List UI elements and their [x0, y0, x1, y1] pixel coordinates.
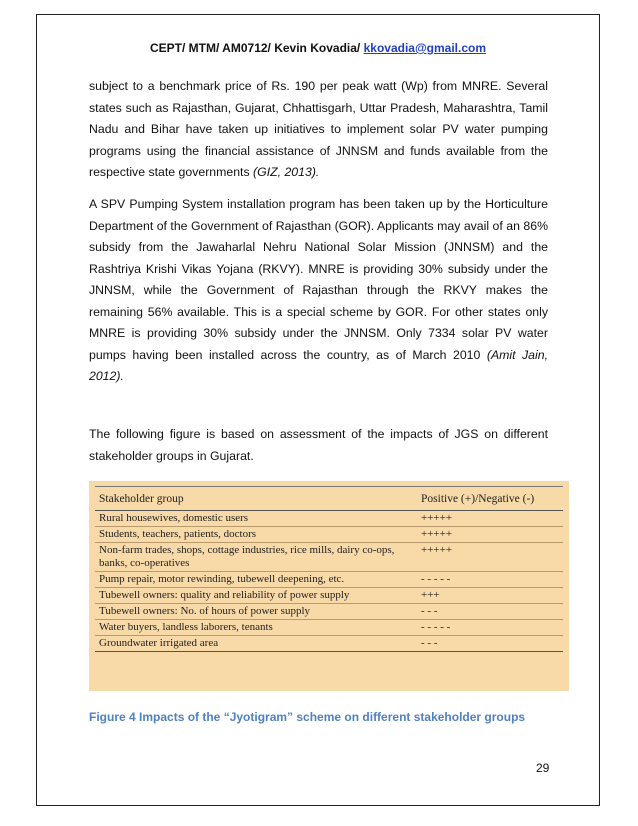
table-row	[95, 511, 563, 527]
stakeholder-cell: Tubewell owners: No. of hours of power supply	[95, 604, 417, 620]
impact-cell: - - -	[417, 636, 563, 652]
impact-cell: +++++	[417, 527, 563, 543]
impact-cell: - - - - -	[417, 620, 563, 636]
table-row	[95, 620, 563, 636]
table-row	[95, 572, 563, 588]
column-header-stakeholder: Stakeholder group	[95, 487, 417, 511]
table-row	[95, 527, 563, 543]
stakeholder-impact-table	[95, 486, 563, 652]
paragraph-2	[89, 194, 548, 388]
paragraph-1-citation: (GIZ, 2013).	[253, 165, 320, 179]
impact-cell: +++	[417, 588, 563, 604]
impact-cell: +++++	[417, 511, 563, 527]
impact-cell: - - -	[417, 604, 563, 620]
table-header-row	[95, 487, 563, 511]
table-row	[95, 543, 563, 572]
stakeholder-cell: Tubewell owners: quality and reliability of power supply	[95, 588, 417, 604]
stakeholder-cell: Pump repair, motor rewinding, tubewell deepening, etc.	[95, 572, 417, 588]
impact-cell: +++++	[417, 543, 563, 572]
stakeholder-cell: Water buyers, landless laborers, tenants	[95, 620, 417, 636]
paragraph-3-text: The following figure is based on assessment of the impacts of JGS on different stakeholder groups in Gujarat.	[89, 427, 548, 463]
paragraph-2-citation: (Amit Jain, 2012).	[89, 347, 548, 383]
table-row	[95, 604, 563, 620]
stakeholder-cell: Non-farm trades, shops, cottage industries, rice mills, dairy co-ops, banks, co-operatives	[95, 543, 417, 572]
paragraph-1	[89, 76, 548, 184]
table-row	[95, 588, 563, 604]
table-row	[95, 636, 563, 652]
header-text: CEPT/ MTM/ AM0712/ Kevin Kovadia/	[149, 41, 361, 55]
figure-caption: Figure 4 Impacts of the “Jyotigram” scheme on different stakeholder groups	[89, 710, 526, 724]
page-header	[36, 41, 600, 55]
stakeholder-cell: Rural housewives, domestic users	[95, 511, 417, 527]
page-number: 29	[536, 761, 550, 775]
paragraph-2-text: A SPV Pumping System installation program has been taken up by the Horticulture Department of the Government of Rajasthan (GOR). Applicants may avail of an 86% subsidy from the Jawaharlal Nehru National Solar Mission (JNNSM) and the Rashtriya Krishi Vikas Yojana (RKVY). MNRE is providing 30% subsidy under the JNNSM, while the Government of Rajasthan through the RKVY makes the remaining 56% available. This is a special scheme by GOR. For other states only MNRE is providing 30% subsidy under the JNNSM. Only 7334 solar PV water pumps having been installed across the country, as of March 2010	[89, 197, 548, 362]
stakeholder-cell: Groundwater irrigated area	[95, 636, 417, 652]
column-header-impact: Positive (+)/Negative (-)	[417, 487, 563, 511]
stakeholder-impact-table-figure	[89, 481, 569, 691]
paragraph-3	[89, 424, 548, 467]
header-email-link[interactable]: kkovadia@gmail.com	[363, 41, 487, 55]
stakeholder-cell: Students, teachers, patients, doctors	[95, 527, 417, 543]
paragraph-1-text: subject to a benchmark price of Rs. 190 per peak watt (Wp) from MNRE. Several states such as Rajasthan, Gujarat, Chhattisgarh, Uttar Pradesh, Maharashtra, Tamil Nadu and Bihar have taken up initiatives to implement solar PV water pumping programs using the financial assistance of JNNSM and funds available from the respective state governments	[89, 79, 548, 179]
impact-cell: - - - - -	[417, 572, 563, 588]
